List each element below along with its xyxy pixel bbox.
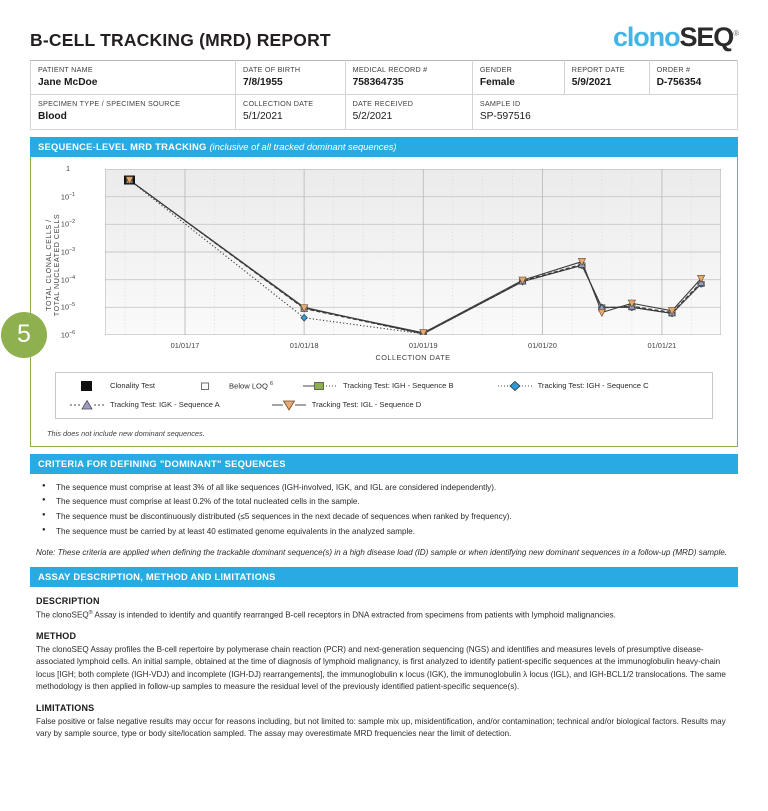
field-label: MEDICAL RECORD #	[352, 65, 428, 74]
y-axis-tick: $10^{-4}$	[60, 274, 76, 285]
description-text	[36, 609, 732, 622]
logo-text-secondary: SEQ	[679, 22, 734, 52]
field-label: DATE OF BIRTH	[243, 65, 301, 74]
field-value: Blood	[38, 111, 67, 123]
legend-marker-icon	[498, 380, 532, 392]
method-text: The clonoSEQ Assay profiles the B-cell repertoire by polymerase chain reaction (PCR) and next-generation sequencing (NGS) and identifies and measures levels of presumptive disease-associated lymphoid cells. An initial sample, obtained at the time of diagnosis of lymphoid malignancy, is first analyzed to identify patient-specific sequences at the immunoglobulin heavy-chain locus [IGH; both complete (IGH-VDJ) and incomplete (IGH-DJ) rearrangements], the immunoglobulin κ locus (IGK), the immunoglobulin λ locus (IGL), and IGH-BCL1/2 translocations. The same methodology is then applied in follow-up samples to measure the residual level of the previously identified patient-specific sequence(s).	[36, 644, 726, 692]
description-text-post: Assay is intended to identify and quantify rearranged B-cell receptors in DNA extracted from specimens from patients with lymphoid malignancies.	[92, 610, 616, 620]
chart-canvas	[105, 169, 721, 335]
patient-info-table	[30, 60, 738, 130]
step-badge: 5	[1, 312, 47, 358]
legend-label: Tracking Test: IGH - Sequence B	[342, 381, 454, 391]
field-label: DATE RECEIVED	[352, 99, 414, 109]
legend-item	[70, 380, 155, 392]
field-label: COLLECTION DATE	[243, 99, 314, 109]
legend-row	[70, 380, 702, 392]
chart-legend	[55, 372, 713, 419]
section-subtitle: (inclusive of all tracked dominant sequences)	[209, 140, 397, 152]
page-title: B-CELL TRACKING (MRD) REPORT	[30, 30, 331, 50]
criteria-note: Note: These criteria are applied when defining the trackable dominant sequence(s) in a high disease load (ID) sample or when identifying new dominant sequences in a follow-up (MRD) sample.	[36, 548, 728, 558]
legend-marker-icon	[70, 399, 104, 411]
criteria-item: ● The sequence must be discontinuously distributed (≤5 sequences in the next decade of sequences when ranked by frequency).	[30, 511, 738, 524]
y-axis-title-line2: TOTAL NUCLEATED CELLS	[53, 213, 61, 317]
logo-registered-mark: ®	[733, 29, 738, 38]
chart-plot-area	[45, 163, 727, 365]
field-patient-name	[31, 61, 236, 95]
criteria-item: ● The sequence must comprise at least 0.2% of the total nucleated cells in the sample.	[30, 496, 738, 509]
x-axis-tick: 01/01/17	[170, 340, 200, 350]
y-axis-tick: $10^{-5}$	[60, 302, 76, 312]
criteria-list	[30, 482, 738, 538]
field-report-date	[564, 61, 649, 95]
section-header-mrd-tracking	[30, 137, 738, 157]
section-header-assay	[30, 567, 738, 587]
field-value: 758364735	[352, 76, 404, 88]
field-value: D-756354	[656, 76, 702, 88]
x-axis-title: COLLECTION DATE	[375, 352, 451, 362]
section-title: ASSAY DESCRIPTION, METHOD AND LIMITATIONS	[38, 570, 276, 582]
y-axis-tick: $10^{-1}$	[60, 191, 76, 202]
criteria-item: ● The sequence must comprise at least 3% of all like sequences (IGH-involved, IGK, and IGL are considered independently).	[30, 482, 738, 495]
report-header	[30, 0, 738, 60]
logo-text-primary: clono	[612, 22, 680, 52]
field-sample-id	[472, 95, 737, 129]
x-axis-tick: 01/01/19	[408, 340, 438, 350]
field-date-received	[345, 95, 472, 129]
legend-label: Tracking Test: IGL - Sequence D	[311, 400, 422, 410]
limitations-text: False positive or false negative results may occur for reasons including, but not limited to: sample mix up, misidentification, and/or contamination; technical and/or biological factors. Results may vary by sample source, type or body site/location sampled. The assay may overestimate MRD frequencies near the limit of detection.	[36, 716, 726, 739]
legend-row	[70, 399, 702, 411]
y-axis-tick-labels	[55, 165, 81, 365]
x-axis-tick: 01/01/20	[528, 340, 557, 350]
chart-footnote: This does not include new dominant sequences.	[47, 428, 205, 438]
legend-item	[498, 380, 649, 392]
field-label: PATIENT NAME	[38, 65, 93, 74]
method-heading: METHOD	[36, 630, 77, 641]
y-axis-tick: $10^{-2}$	[60, 219, 76, 229]
field-value: 5/1/2021	[243, 111, 283, 123]
field-specimen-type	[31, 95, 236, 129]
field-value: Female	[479, 76, 515, 88]
table-row	[31, 95, 738, 129]
legend-item	[303, 380, 454, 392]
field-medical-record	[345, 61, 472, 95]
legend-marker-icon	[70, 380, 104, 392]
section-title: CRITERIA FOR DEFINING "DOMINANT" SEQUENCES	[38, 457, 286, 469]
field-value: 5/9/2021	[571, 76, 612, 88]
section-title: SEQUENCE-LEVEL MRD TRACKING	[38, 140, 207, 152]
table-row	[31, 61, 738, 95]
x-axis-tick: 01/01/21	[647, 340, 677, 350]
field-date-of-birth	[236, 61, 346, 95]
x-axis-tick: 01/01/18	[289, 340, 319, 350]
legend-label: Below LOQ $^6$	[229, 381, 273, 391]
legend-marker-icon	[189, 380, 223, 392]
field-label: REPORT DATE	[571, 65, 625, 74]
y-axis-tick: $10^{-3}$	[60, 246, 76, 257]
field-value: Jane McDoe	[38, 76, 98, 88]
legend-label: Clonality Test	[110, 381, 156, 391]
criteria-item: ● The sequence must be carried by at least 40 estimated genome equivalents in the analyzed sample.	[30, 526, 738, 539]
legend-marker-icon	[303, 380, 337, 392]
chart-svg	[105, 169, 721, 335]
field-value: 5/2/2021	[352, 111, 393, 123]
legend-label: Tracking Test: IGH - Sequence C	[537, 381, 649, 391]
field-order-number	[649, 61, 737, 95]
limitations-heading: LIMITATIONS	[36, 702, 95, 713]
field-value: SP-597516	[479, 111, 531, 123]
registered-mark: ®	[88, 609, 93, 616]
mrd-chart-panel	[17, 157, 738, 447]
field-label: GENDER	[479, 65, 513, 74]
field-value: 7/8/1955	[243, 76, 283, 88]
legend-item	[70, 399, 220, 411]
legend-label: Tracking Test: IGK - Sequence A	[110, 400, 220, 410]
field-collection-date	[236, 95, 346, 129]
clonoseq-logo	[613, 24, 738, 51]
y-axis-tick: $10^{-6}$	[60, 329, 76, 340]
description-heading: DESCRIPTION	[36, 595, 100, 606]
field-label: SAMPLE ID	[479, 99, 521, 109]
legend-marker-icon	[272, 399, 306, 411]
field-gender	[472, 61, 564, 95]
field-label: SPECIMEN TYPE / SPECIMEN SOURCE	[38, 99, 181, 109]
section-header-criteria	[30, 454, 738, 474]
legend-item	[272, 399, 421, 411]
legend-item	[189, 380, 273, 392]
description-text-pre: The clonoSEQ	[36, 610, 89, 620]
y-axis-tick: 1	[65, 163, 71, 173]
y-axis-title-line1: TOTAL CLONAL CELLS /	[45, 219, 53, 311]
field-label: ORDER #	[656, 65, 691, 74]
